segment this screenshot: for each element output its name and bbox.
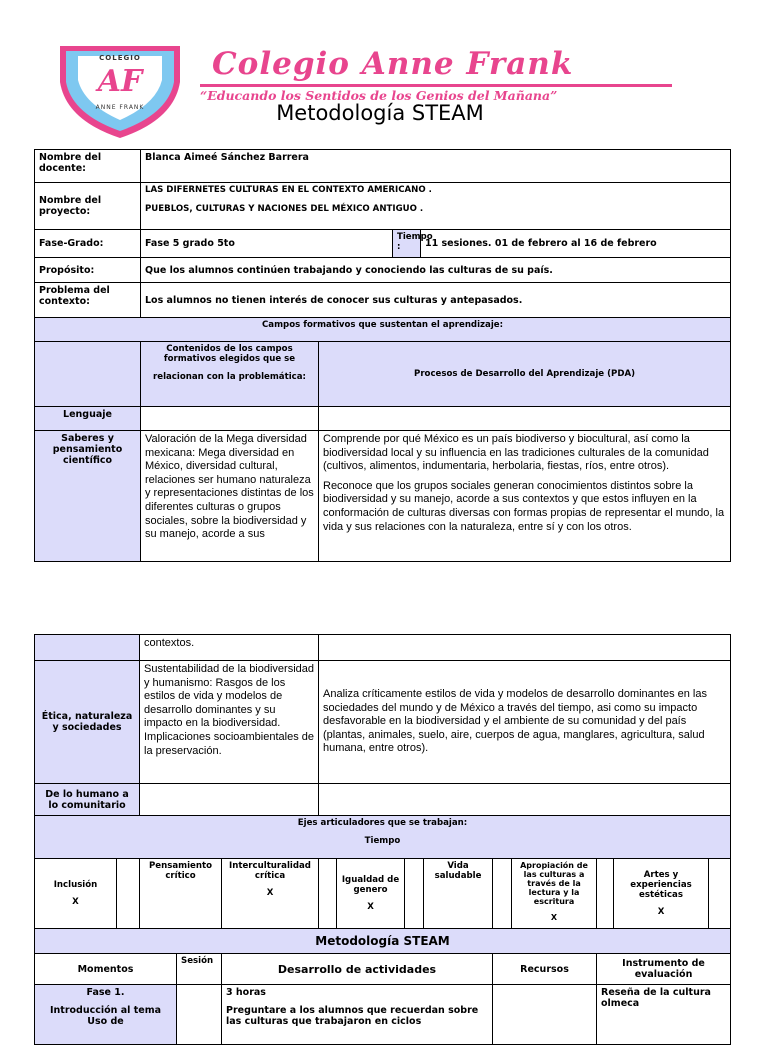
tiempo-label: Tiempo : xyxy=(393,230,421,258)
col-sesion: Sesión xyxy=(177,954,222,985)
school-logo xyxy=(56,42,184,142)
pda-header: Procesos de Desarrollo del Aprendizaje (PDA) xyxy=(319,342,731,407)
fase1-label: Fase 1. xyxy=(86,987,125,998)
eje-apropiacion-mark: X xyxy=(550,913,558,922)
saberes-pda-1: Comprende por qué México es un país biodiverso y biocultural, así como la biodiversidad local y su influencia en las tradiciones culturales de la comunidad (cultivos, alimentos, indumentaria, herbolaria, fiestas, ríos, entre otros). xyxy=(323,433,709,473)
instrumento-value: Reseña de la cultura olmeca xyxy=(597,985,731,1045)
eje-vida: Vida saludable xyxy=(434,861,482,881)
fase1-desc: Introducción al tema Uso de xyxy=(50,1005,161,1027)
problema-value: Los alumnos no tienen interés de conocer sus culturas y antepasados. xyxy=(141,283,731,318)
proyecto-label: Nombre del proyecto: xyxy=(35,183,141,230)
project-table-continued xyxy=(34,634,731,1045)
saberes-pda-2: Reconoce que los grupos sociales generan conocimientos distintos sobre la biodiversidad y su manejo, acorde a sus contextos y que estos influyen en la conformación de culturas diversas con formas propias de representar el mundo, la vida y sus relaciones con la naturaleza, entre sí y con los otros. xyxy=(323,479,725,533)
eje-pensamiento: Pensamiento crítico xyxy=(148,861,213,881)
eje-interculturalidad: Interculturalidad crítica xyxy=(229,861,311,881)
proyecto-line-2: PUEBLOS, CULTURAS Y NACIONES DEL MÉXICO ANTIGUO . xyxy=(145,204,424,214)
project-info-table xyxy=(34,149,731,562)
etica-contenido: Sustentabilidad de la biodiversidad y humanismo: Rasgos de los estilos de vida y modelos de desarrollo dominantes y su impacto en la biodiversidad. Implicaciones socioambientales de la preservación. xyxy=(140,661,319,784)
eje-igualdad-mark: X xyxy=(367,902,374,912)
saberes-contenido: Valoración de la Mega diversidad mexicana: Mega diversidad en México, diversidad cultural, relaciones ser humano naturaleza y representaciones distintas de los diferentes culturas o grupos sociales, sobre la biodiversidad y su manejo, acorde a sus xyxy=(141,431,319,562)
fase-value: Fase 5 grado 5to xyxy=(141,230,393,258)
lenguaje-label: Lenguaje xyxy=(35,407,141,431)
logo-text-top: COLEGIO xyxy=(99,54,141,62)
eje-inclusion: Inclusión xyxy=(53,880,98,890)
col-desarrollo: Desarrollo de actividades xyxy=(222,954,493,985)
tiempo-value: 11 sesiones. 01 de febrero al 16 de febrero xyxy=(421,230,731,258)
problema-label: Problema del contexto: xyxy=(35,283,141,318)
campos-title: Campos formativos que sustentan el aprendizaje: xyxy=(35,318,731,342)
contenidos-header-1: Contenidos de los campos formativos elegidos que se xyxy=(163,344,296,364)
steam-title: Metodología STEAM xyxy=(35,929,731,954)
actividad-horas: 3 horas xyxy=(226,987,266,998)
actividad-texto: Preguntare a los alumnos que recuerdan sobre las culturas que trabajaron en ciclos xyxy=(226,1005,479,1027)
eje-interculturalidad-mark: X xyxy=(266,888,274,898)
eje-igualdad: Igualdad de genero xyxy=(341,875,400,895)
saberes-label: Saberes y pensamiento científico xyxy=(35,431,141,562)
col-instrumento: Instrumento de evaluación xyxy=(597,954,731,985)
tiempo-title: Tiempo xyxy=(364,836,401,846)
col-momentos: Momentos xyxy=(35,954,177,985)
docente-label: Nombre del docente: xyxy=(35,150,141,183)
etica-label: Ética, naturaleza y sociedades xyxy=(35,661,140,784)
etica-pda: Analiza críticamente estilos de vida y modelos de desarrollo dominantes en las sociedades del mundo y de México a través del tiempo, asi como su impacto desfavorable en la biodiversidad y el ambiente de su comunidad y del país (plantas, animales, suelo, aire, cuerpos de agua, manglares, agricultura, salud humana, entre otros). xyxy=(319,661,731,784)
logo-initials: AF xyxy=(97,64,143,99)
proposito-value: Que los alumnos continúen trabajando y conociendo las culturas de su país. xyxy=(141,258,731,283)
docente-value: Blanca Aimeé Sánchez Barrera xyxy=(141,150,731,183)
eje-artes-mark: X xyxy=(657,907,665,917)
document-title: Metodología STEAM xyxy=(276,101,484,125)
eje-apropiacion: Apropiación de las culturas a través de la lectura y la escritura xyxy=(520,861,588,906)
contextos-text: contextos. xyxy=(140,635,319,661)
school-slogan: “Educando los Sentidos de los Genios del Mañana” xyxy=(200,88,558,103)
proposito-label: Propósito: xyxy=(35,258,141,283)
logo-text-bottom: ANNE FRANK xyxy=(95,104,145,111)
humano-label: De lo humano a lo comunitario xyxy=(35,784,140,816)
eje-artes: Artes y experiencias estéticas xyxy=(630,870,692,900)
eje-inclusion-mark: X xyxy=(72,897,79,907)
contenidos-header-2: relacionan con la problemática: xyxy=(153,372,306,382)
ejes-title: Ejes articuladores que se trabajan: xyxy=(297,818,468,828)
col-recursos: Recursos xyxy=(493,954,597,985)
school-name: Colegio Anne Frank xyxy=(212,46,574,82)
proyecto-line-1: LAS DIFERNETES CULTURAS EN EL CONTEXTO AMERICANO . xyxy=(145,185,432,195)
brand-underline xyxy=(200,84,672,87)
fase-label: Fase-Grado: xyxy=(35,230,141,258)
